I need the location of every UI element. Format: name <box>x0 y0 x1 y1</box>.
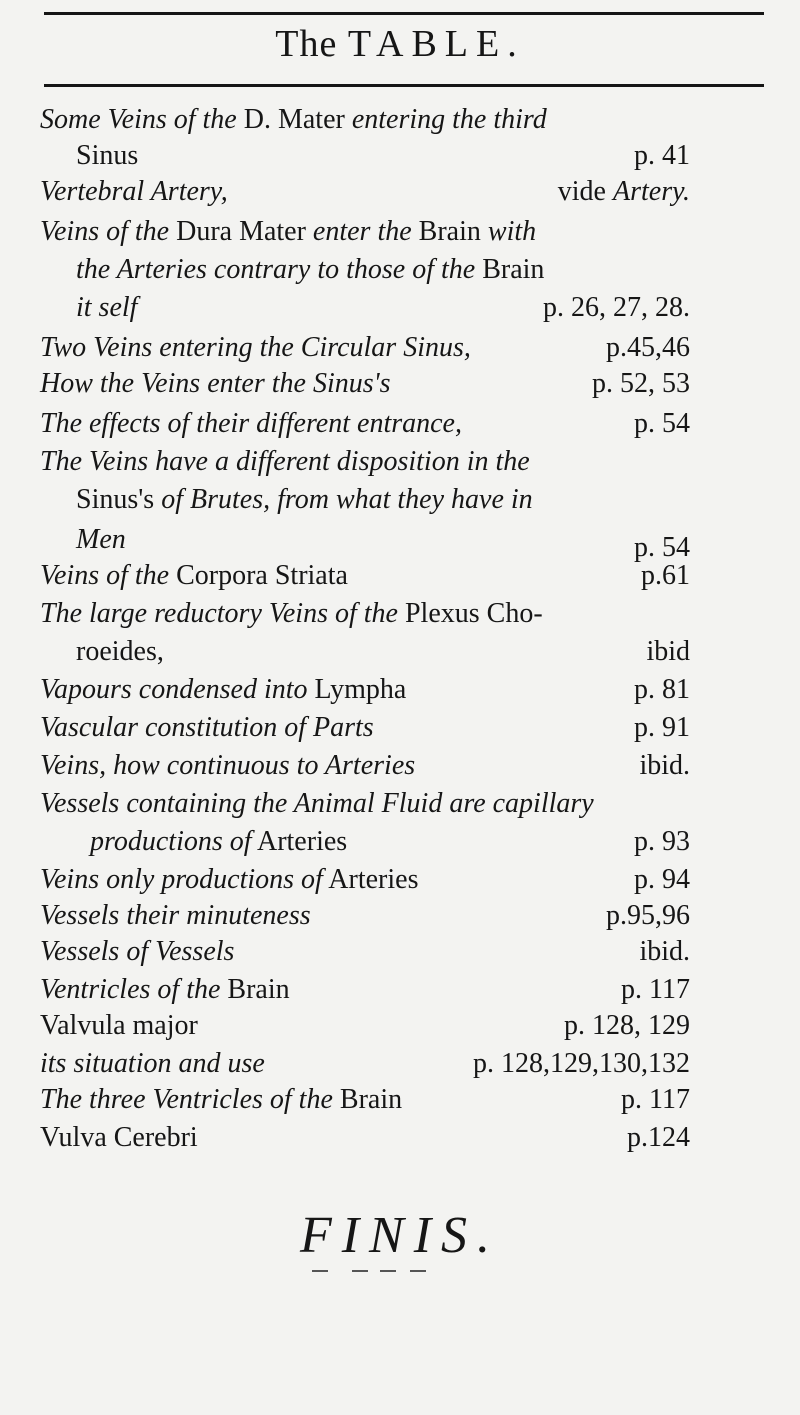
entry-text-italic: Vapours condensed into <box>40 674 308 705</box>
index-entry <box>40 934 690 970</box>
entry-text-italic: Men <box>76 524 126 555</box>
bottom-rule <box>44 84 764 87</box>
index-entry <box>76 252 690 288</box>
top-rule <box>44 12 764 15</box>
entry-text-italic: Two Veins entering the Circular Sinus, <box>40 332 471 363</box>
entry-text-italic: Vessels of Vessels <box>40 936 235 967</box>
ornament-dash <box>352 1270 368 1272</box>
ref-italic: Artery. <box>613 176 690 207</box>
index-entry <box>76 138 690 174</box>
entry-text-italic: Vascular constitution of Parts <box>40 712 374 743</box>
entry-text-roman: Arteries <box>322 864 419 895</box>
entry-text-italic: entering the third <box>351 104 547 135</box>
page-reference: p. 91 <box>634 712 690 743</box>
index-entry <box>40 330 690 366</box>
entry-text-italic: The effects of their different entrance, <box>40 408 462 439</box>
page-reference: p. 128,129,130,132 <box>473 1048 690 1079</box>
page-title <box>0 22 800 66</box>
page-reference: p. 117 <box>621 974 690 1005</box>
index-entry <box>90 824 690 860</box>
page-reference: p.45,46 <box>606 332 690 363</box>
index-entry <box>40 898 690 934</box>
entry-text-roman: Sinus <box>76 140 139 171</box>
entry-text-italic: of Brutes, from what they have in <box>154 484 533 515</box>
page-reference: p.95,96 <box>606 900 690 931</box>
page-reference: p. 52, 53 <box>592 368 690 399</box>
page-reference: p. 93 <box>634 826 690 857</box>
index-entry <box>40 786 690 822</box>
entry-text-italic: Veins only productions of <box>40 864 323 895</box>
page-reference: p. 26, 27, 28. <box>543 292 690 323</box>
entry-text-italic: enter the <box>312 216 412 247</box>
index-entry <box>76 290 690 326</box>
ornament-dash <box>410 1270 426 1272</box>
page-reference: p. 117 <box>621 1084 690 1115</box>
entry-text-roman: Brain <box>475 254 545 285</box>
index-entry <box>40 174 690 210</box>
entry-text-roman: Brain <box>332 1084 403 1115</box>
index-entry <box>40 444 690 480</box>
entry-text-italic: Veins of the <box>40 216 170 247</box>
index-entry <box>76 522 690 563</box>
page-reference: p. 54 <box>634 408 690 439</box>
page-reference: p. 94 <box>634 864 690 895</box>
page-reference: p. 54 <box>634 532 690 563</box>
title-caps: TABLE. <box>347 23 525 65</box>
entry-text-italic: Some Veins of the <box>40 104 237 135</box>
entry-text-roman: Brain <box>411 216 488 247</box>
index-entry <box>40 672 690 708</box>
index-entry <box>40 366 690 402</box>
ornament-dash <box>312 1270 328 1272</box>
index-entry <box>40 972 690 1008</box>
entry-text-italic: Vessels their minuteness <box>40 900 311 931</box>
entry-text-italic: its situation and use <box>40 1048 265 1079</box>
entry-text-italic: The large reductory Veins of the <box>40 598 398 629</box>
index-entry <box>40 1082 690 1118</box>
index-entry <box>40 1120 690 1156</box>
entry-text-roman: Brain <box>220 974 290 1005</box>
page-reference: p.124 <box>627 1122 690 1153</box>
entry-text-roman: Vulva Cerebri <box>40 1122 198 1153</box>
index-entry <box>76 482 690 518</box>
index-entry <box>40 596 690 632</box>
index-entry <box>40 102 690 138</box>
entry-text-roman: Corpora Striata <box>169 560 348 591</box>
index-entry <box>40 1008 690 1044</box>
index-entry <box>76 634 690 670</box>
index-entry <box>40 558 690 594</box>
index-entry <box>40 406 690 442</box>
index-entry <box>40 1046 690 1082</box>
entry-text-italic: Vessels containing the Animal Fluid are capillary <box>40 788 594 819</box>
entry-text-roman: Lympha <box>307 674 407 705</box>
entry-text-roman: Plexus Cho- <box>397 598 543 629</box>
entry-text-italic: Veins of the <box>40 560 170 591</box>
title-word: The <box>275 23 338 65</box>
entry-text-roman: Arteries <box>251 826 348 857</box>
page-reference: p. 81 <box>634 674 690 705</box>
entry-text-italic: How the Veins enter the Sinus's <box>40 368 391 399</box>
entry-text-roman: D. Mater <box>236 104 352 135</box>
entry-text-italic: with <box>487 216 537 247</box>
index-entry <box>40 862 690 898</box>
finis-text: FINIS. <box>299 1207 501 1264</box>
page-reference: ibid <box>646 636 690 667</box>
entry-text-italic: The Veins have a different disposition in the <box>40 446 530 477</box>
entry-text-roman: Valvula major <box>40 1010 198 1041</box>
ref-roman: vide <box>557 176 613 207</box>
entry-text-italic: productions of <box>90 826 252 857</box>
ornament-dash <box>380 1270 396 1272</box>
page-reference: p.61 <box>641 560 690 591</box>
entry-text-italic: Vertebral Artery, <box>40 176 228 207</box>
entry-text-italic: the Arteries contrary to those of the <box>76 254 476 285</box>
entry-text-italic: Ventricles of the <box>40 974 221 1005</box>
entry-text-roman: Sinus's <box>76 484 155 515</box>
page-reference: p. 41 <box>634 140 690 171</box>
entry-text-roman: roeides, <box>76 636 164 667</box>
page-reference: ibid. <box>639 936 690 967</box>
index-entry <box>40 214 690 250</box>
entry-text-italic: Veins, how continuous to Arteries <box>40 750 416 781</box>
page-reference: ibid. <box>639 750 690 781</box>
entry-text-italic: it self <box>76 292 138 323</box>
page-reference: p. 128, 129 <box>564 1010 690 1041</box>
entry-text-italic: The three Ventricles of the <box>40 1084 333 1115</box>
entry-text-roman: Dura Mater <box>169 216 313 247</box>
index-entry <box>40 710 690 746</box>
index-entry <box>40 748 690 784</box>
page-reference <box>558 174 690 210</box>
